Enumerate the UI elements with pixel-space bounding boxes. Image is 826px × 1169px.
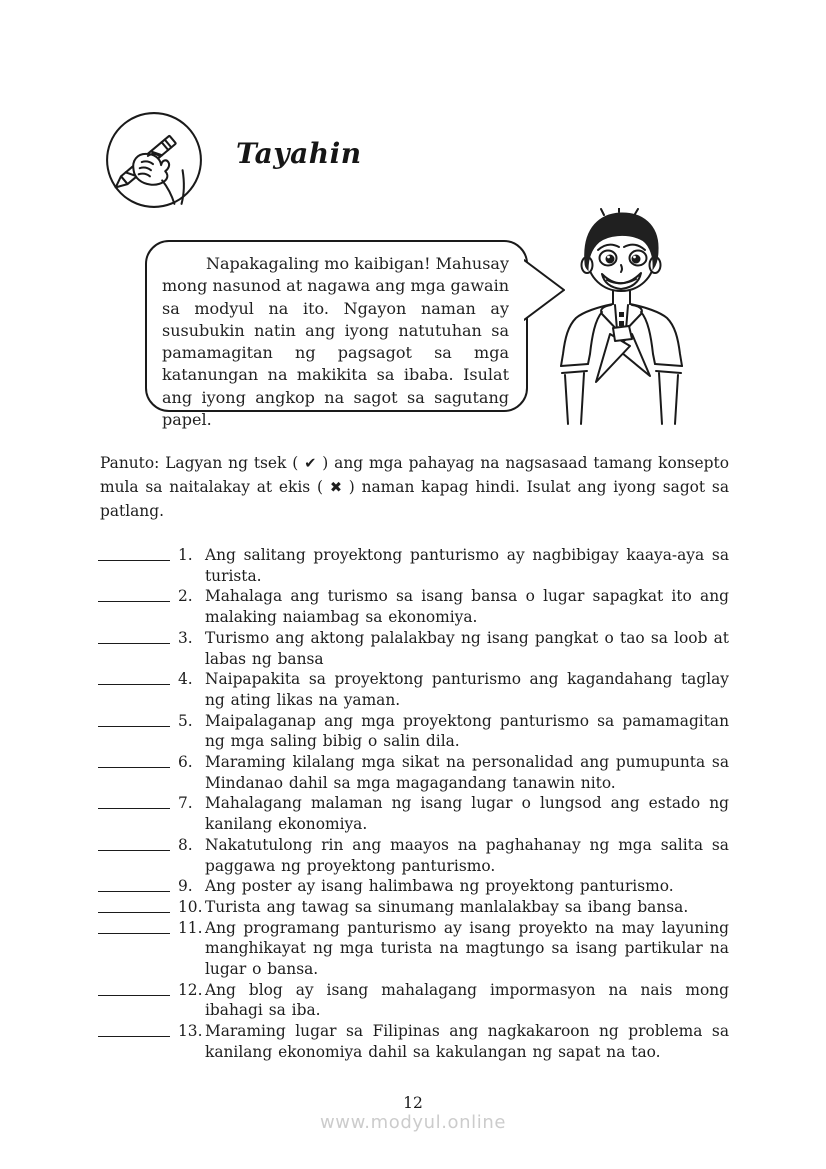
quiz-item-row [98, 545, 729, 586]
boy-student-illustration [552, 208, 697, 428]
quiz-item-row [98, 980, 729, 1021]
item-text: Mahalagang malaman ng isang lugar o lungsod ang estado ng kanilang ekonomiya. [205, 794, 729, 834]
item-number: 10. [178, 897, 203, 916]
answer-blank-line [98, 711, 170, 727]
item-text: Ang poster ay isang halimbawa ng proyektong panturismo. [205, 877, 674, 896]
item-text: Nakatutulong rin ang maayos na paghahanay ng mga salita sa paggawa ng proyektong panturismo. [205, 835, 729, 875]
quiz-item-row [98, 711, 729, 752]
quiz-item-row [98, 1021, 729, 1062]
item-number: 5. [178, 711, 193, 730]
item-number: 4. [178, 670, 193, 689]
quiz-item-row [98, 628, 729, 669]
answer-blank-line [98, 669, 170, 685]
item-number: 3. [178, 628, 193, 647]
quiz-item-row [98, 918, 729, 980]
quiz-item-row [98, 835, 729, 876]
item-number: 8. [178, 835, 193, 854]
cross-mark-icon: ✖ [329, 480, 342, 497]
quiz-list [98, 545, 729, 1063]
answer-blank-line [98, 793, 170, 809]
quiz-item-row [98, 897, 729, 918]
watermark-url: www.modyul.online [319, 1112, 507, 1133]
answer-blank-line [98, 835, 170, 851]
item-text: Turismo ang aktong palalakbay ng isang pangkat o tao sa loob at labas ng bansa [205, 628, 729, 668]
answer-blank-line [98, 980, 170, 996]
item-text: Ang programang panturismo ay isang proyekto na may layuning manghikayat ng mga turista na magtungo sa isang partikular na lugar o bansa. [205, 918, 729, 979]
speech-bubble [145, 240, 528, 430]
quiz-item-row [98, 876, 729, 897]
instructions-paragraph [100, 452, 729, 524]
answer-blank-line [98, 876, 170, 892]
instructions-text: ) ang mga pahayag na nagsasaad tamang konsepto mula sa naitalakay at ekis ( [100, 454, 729, 497]
answer-blank-line [98, 545, 170, 561]
page-title: Tayahin [236, 137, 362, 170]
item-number: 2. [178, 587, 193, 606]
item-number: 7. [178, 794, 193, 813]
answer-blank-line [98, 918, 170, 934]
item-number: 1. [178, 546, 193, 564]
answer-blank-line [98, 897, 170, 913]
answer-blank-line [98, 1021, 170, 1037]
quiz-item-row [98, 669, 729, 710]
item-text: Ang salitang proyektong panturismo ay nagbibigay kaaya-aya sa turista. [205, 546, 729, 585]
answer-blank-line [98, 628, 170, 644]
page-number: 12 [403, 1094, 423, 1112]
item-text: Mahalaga ang turismo sa isang bansa o lugar sapagkat ito ang malaking naiambag sa ekonomiya. [205, 587, 729, 627]
quiz-item-row [98, 586, 729, 627]
quiz-item-row [98, 793, 729, 834]
speech-bubble-text: Napakagaling mo kaibigan! Mahusay mong nasunod at nagawa ang mga gawain sa modyul na ito. Ngayon naman ay susubukin natin ang iyong natutuhan sa pamamagitan ng pagsagot sa mga katanungan na makikita sa ibaba. Isulat ang iyong angkop na sagot sa sagutang papel. [162, 254, 509, 430]
item-number: 12. [178, 980, 203, 999]
item-text: Maraming lugar sa Filipinas ang nagkakaroon ng problema sa kanilang ekonomiya dahil sa kakulangan ng sapat na tao. [205, 1022, 729, 1061]
quiz-item-row [98, 752, 729, 793]
item-number: 6. [178, 753, 193, 772]
hand-writing-pencil-icon [103, 109, 205, 211]
item-text: Ang blog ay isang mahalagang impormasyon na nais mong ibahagi sa iba. [205, 980, 729, 1020]
answer-blank-line [98, 586, 170, 602]
answer-blank-line [98, 752, 170, 768]
item-number: 11. [178, 918, 203, 937]
item-number: 9. [178, 877, 193, 896]
item-text: Turista ang tawag sa sinumang manlalakbay sa ibang bansa. [205, 897, 689, 916]
instructions-text: Panuto: Lagyan ng tsek ( [100, 454, 305, 472]
item-number: 13. [178, 1022, 203, 1041]
instructions-text: ) naman kapag hindi. Isulat ang iyong sagot sa patlang. [100, 478, 730, 521]
item-text: Maipalaganap ang mga proyektong panturismo sa pamamagitan ng mga saling bibig o salin dila. [205, 711, 729, 751]
item-text: Naipapakita sa proyektong panturismo ang kagandahang taglay ng ating likas na yaman. [205, 670, 729, 709]
item-text: Maraming kilalang mga sikat na personalidad ang pumupunta sa Mindanao dahil sa mga magagandang tanawin nito. [205, 753, 729, 792]
check-mark-icon: ✔ [304, 456, 317, 472]
